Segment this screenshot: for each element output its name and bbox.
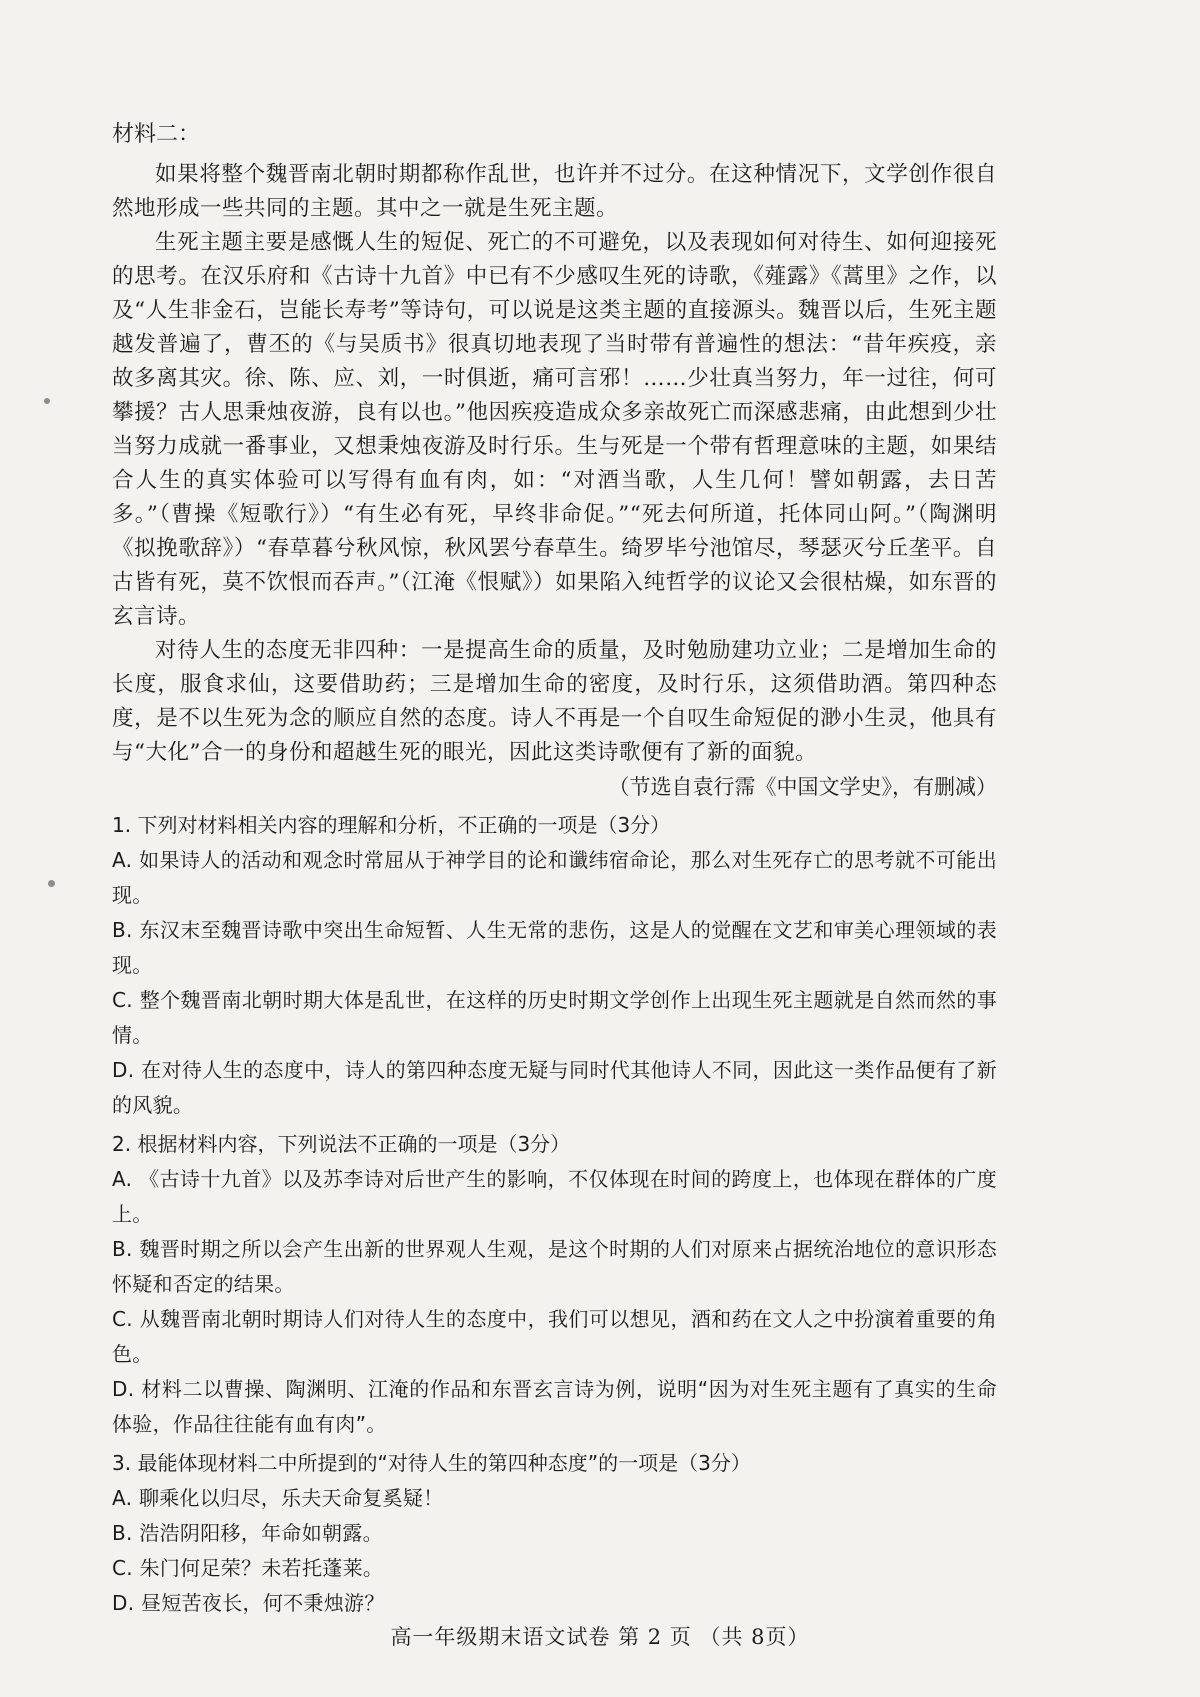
question-1 <box>112 808 997 1123</box>
option-d: D. 材料二以曹操、陶渊明、江淹的作品和东晋玄言诗为例，说明“因为对生死主题有了真实的生命体验，作品往往能有血有肉”。 <box>112 1377 997 1436</box>
option-a: A. 聊乘化以归尽，乐夫天命复奚疑！ <box>112 1486 444 1510</box>
material-paragraph: 如果将整个魏晋南北朝时期都称作乱世，也许并不过分。在这种情况下，文学创作很自然地形成一些共同的主题。其中之一就是生死主题。 <box>112 162 997 221</box>
material-paragraph: 生死主题主要是感慨人生的短促、死亡的不可避免，以及表现如何对待生、如何迎接死的思考。在汉乐府和《古诗十九首》中已有不少感叹生死的诗歌，《薤露》《蒿里》之作，以及“人生非金石，岂能长寿考”等诗句，可以说是这类主题的直接源头。魏晋以后，生死主题越发普遍了，曹丕的《与吴质书》很真切地表现了当时带有普遍性的想法：“昔年疾疫，亲故多离其灾。徐、陈、应、刘，一时俱逝，痛可言邪！……少壮真当努力，年一过往，何可攀援？古人思秉烛夜游，良有以也。”他因疾疫造成众多亲故死亡而深感悲痛，由此想到少壮当努力成就一番事业，又想秉烛夜游及时行乐。生与死是一个带有哲理意味的主题，如果结合人生的真实体验可以写得有血有肉，如：“对酒当歌，人生几何！譬如朝露，去日苦多。”（曹操《短歌行》）“有生必有死，早终非命促。”“死去何所道，托体同山阿。”（陶渊明《拟挽歌辞》）“春草暮兮秋风惊，秋风罢兮春草生。绮罗毕兮池馆尽，琴瑟灭兮丘垄平。自古皆有死，莫不饮恨而吞声。”（江淹《恨赋》）如果陷入纯哲学的议论又会很枯燥，如东晋的玄言诗。 <box>112 230 997 629</box>
binding-hole-mark <box>44 398 50 404</box>
question-stem: 2. 根据材料内容，下列说法不正确的一项是（3分） <box>112 1132 571 1156</box>
option-d: D. 昼短苦夜长，何不秉烛游？ <box>112 1591 385 1615</box>
page-footer: 高一年级期末语文试卷 第 2 页 （共 8页） <box>390 1625 810 1649</box>
option-b: B. 魏晋时期之所以会产生出新的世界观人生观，是这个时期的人们对原来占据统治地位的意识形态怀疑和否定的结果。 <box>112 1237 997 1296</box>
option-d: D. 在对待人生的态度中，诗人的第四种态度无疑与同时代其他诗人不同，因此这一类作品便有了新的风貌。 <box>112 1058 997 1117</box>
question-stem: 3. 最能体现材料二中所提到的“对待人生的第四种态度”的一项是（3分） <box>112 1451 751 1475</box>
question-3 <box>112 1446 997 1621</box>
material-label: 材料二： <box>112 122 201 147</box>
option-a: A. 如果诗人的活动和观念时常屈从于神学目的论和谶纬宿命论，那么对生死存亡的思考就不可能出现。 <box>112 848 997 907</box>
option-a: A. 《古诗十九首》以及苏李诗对后世产生的影响，不仅体现在时间的跨度上，也体现在群体的广度上。 <box>112 1167 997 1226</box>
option-c: C. 整个魏晋南北朝时期大体是乱世，在这样的历史时期文学创作上出现生死主题就是自然而然的事情。 <box>112 988 997 1047</box>
option-c: C. 朱门何足荣？未若托蓬莱。 <box>112 1556 384 1580</box>
question-stem: 1. 下列对材料相关内容的理解和分析，不正确的一项是（3分） <box>112 813 671 837</box>
material-paragraph: 对待人生的态度无非四种：一是提高生命的质量，及时勉励建功立业；二是增加生命的长度，服食求仙，这要借助药；三是增加生命的密度，及时行乐，这须借助酒。第四种态度，是不以生死为念的顺应自然的态度。诗人不再是一个自叹生命短促的渺小生灵，他具有与“大化”合一的身份和超越生死的眼光，因此这类诗歌便有了新的面貌。 <box>112 638 997 765</box>
option-b: B. 东汉末至魏晋诗歌中突出生命短暂、人生无常的悲伤，这是人的觉醒在文艺和审美心理领域的表现。 <box>112 918 997 977</box>
material-source: （节选自袁行霈《中国文学史》，有删减） <box>608 775 997 799</box>
option-c: C. 从魏晋南北朝时期诗人们对待人生的态度中，我们可以想见，酒和药在文人之中扮演着重要的角色。 <box>112 1307 997 1366</box>
page-content <box>112 118 997 1621</box>
question-2 <box>112 1127 997 1442</box>
binding-hole-mark <box>48 880 55 887</box>
option-b: B. 浩浩阴阳移，年命如朝露。 <box>112 1521 383 1545</box>
